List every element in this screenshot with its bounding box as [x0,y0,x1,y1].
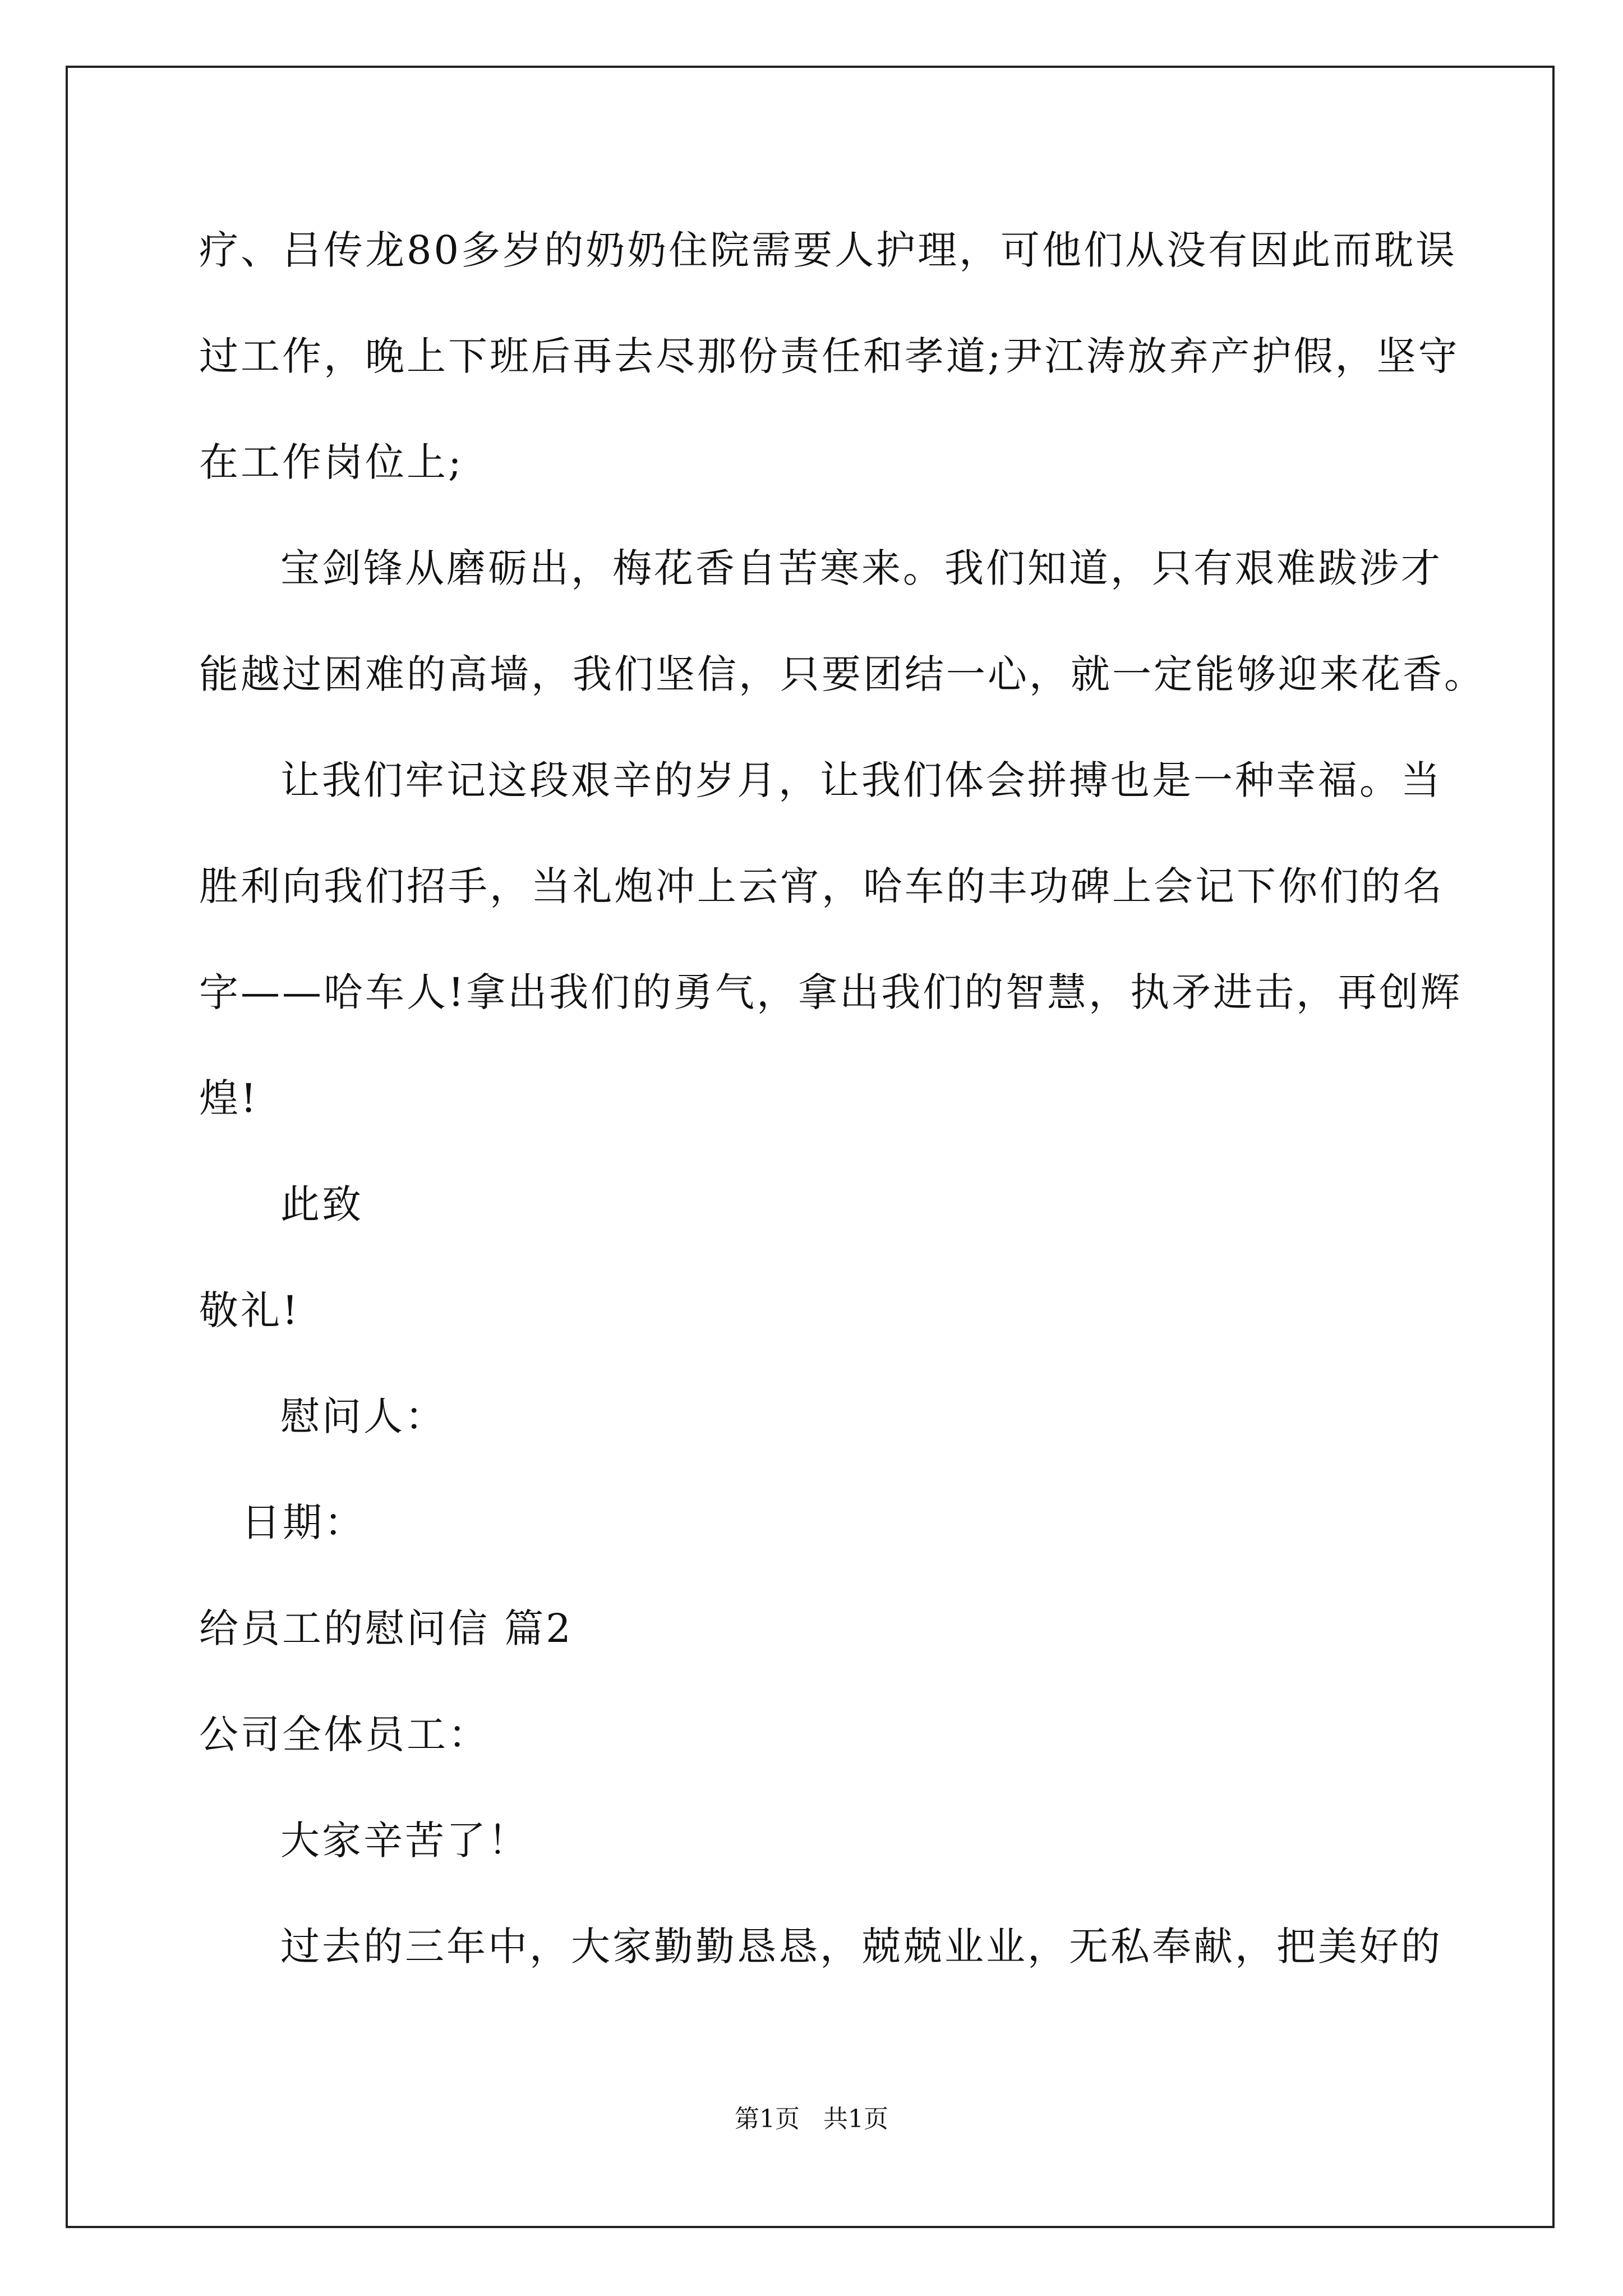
signer-label: 慰问人： [280,1393,446,1439]
date-label: 日期： [241,1499,366,1545]
section-title: 给员工的慰问信 篇2 [199,1605,573,1651]
greeting: 公司全体员工： [199,1711,490,1757]
body-line-9: 煌! [199,1075,259,1121]
body-line-4: 宝剑锋从磨砺出，梅花香自苦寒来。我们知道，只有艰难跋涉才 [280,545,1442,591]
body-line-3: 在工作岗位上; [199,439,464,485]
body-line-1: 疗、吕传龙80多岁的奶奶住院需要人护理，可他们从没有因此而耽误 [199,227,1458,273]
body-line-7: 胜利向我们招手，当礼炮冲上云宵，哈车的丰功碑上会记下你们的名 [199,863,1444,909]
body-line-16: 大家辛苦了！ [280,1818,529,1864]
body-line-5: 能越过困难的高墙，我们坚信，只要团结一心，就一定能够迎来花香。 [199,651,1486,697]
salutation: 敬礼! [199,1287,301,1333]
body-line-17: 过去的三年中，大家勤勤恳恳，兢兢业业，无私奉献，把美好的 [280,1924,1442,1970]
page-footer: 第1页 共1页 [735,2105,888,2133]
body-line-8: 字——哈车人!拿出我们的勇气，拿出我们的智慧，执矛进击，再创辉 [199,969,1463,1015]
body-line-2: 过工作，晚上下班后再去尽那份责任和孝道;尹江涛放弃产护假，坚守 [199,333,1460,379]
body-line-6: 让我们牢记这段艰辛的岁月，让我们体会拼搏也是一种幸福。当 [280,757,1442,803]
page-border [66,66,1555,2228]
closing-phrase: 此致 [280,1181,363,1227]
